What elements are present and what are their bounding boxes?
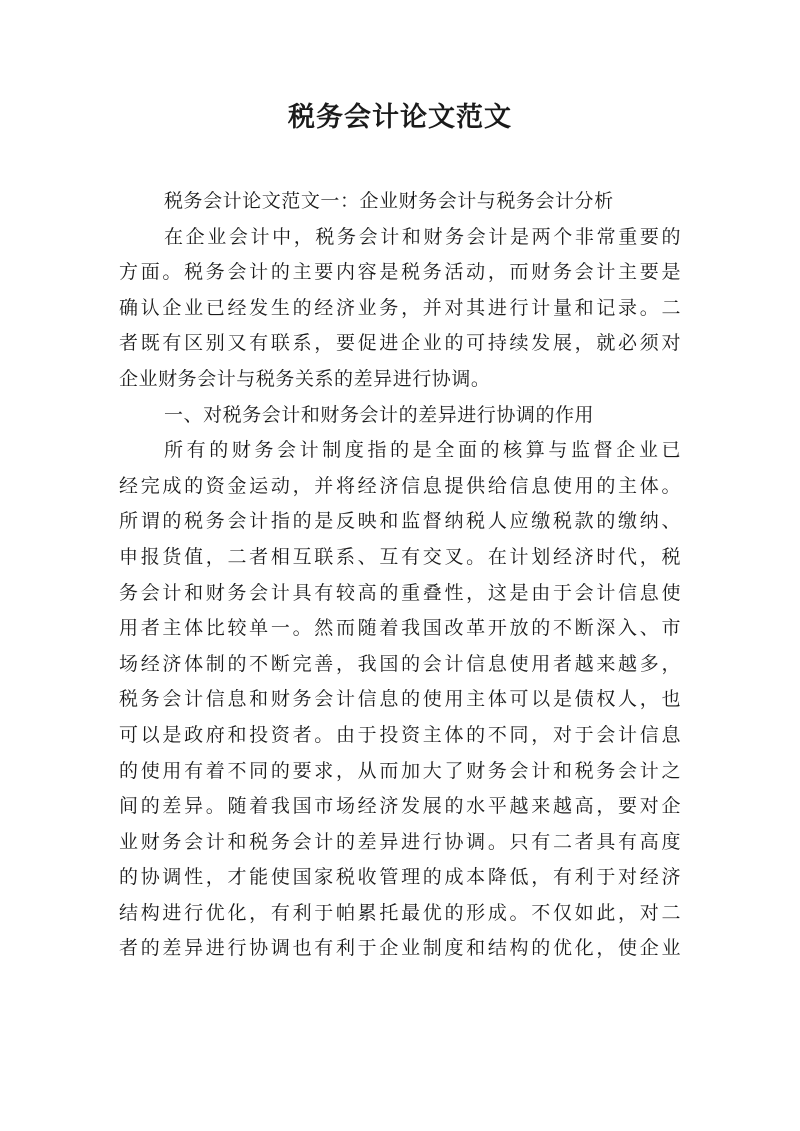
text-line: 税务会计论文范文一：企业财务会计与税务会计分析 (164, 190, 614, 212)
text-line: 方面。税务会计的主要内容是税务活动，而财务会计主要是 (119, 261, 681, 284)
document-title: 税务会计论文范文 (288, 102, 512, 133)
text-line: 所谓的税务会计指的是反映和监督纳税人应缴税款的缴纳、 (119, 510, 681, 533)
text-line: 经完成的资金运动，并将经济信息提供给信息使用的主体。 (119, 474, 681, 497)
text-line: 场经济体制的不断完善，我国的会计信息使用者越来越多， (119, 652, 681, 675)
text-line: 确认企业已经发生的经济业务，并对其进行计量和记录。二 (119, 296, 681, 319)
text-line: 者的差异进行协调也有利于企业制度和结构的优化，使企业 (119, 937, 681, 960)
text-line: 税务会计信息和财务会计信息的使用主体可以是债权人，也 (119, 688, 681, 711)
text-line: 一、对税务会计和财务会计的差异进行协调的作用 (164, 403, 595, 426)
text-line: 用者主体比较单一。然而随着我国改革开放的不断深入、市 (119, 617, 681, 640)
text-line: 的协调性，才能使国家税收管理的成本降低，有利于对经济 (119, 866, 681, 889)
text-line: 企业财务会计与税务关系的差异进行协调。 (119, 367, 491, 390)
text-line: 结构进行优化，有利于帕累托最优的形成。不仅如此，对二 (119, 901, 681, 924)
text-line: 务会计和财务会计具有较高的重叠性，这是由于会计信息使 (119, 581, 681, 604)
text-line: 可以是政府和投资者。由于投资主体的不同，对于会计信息 (119, 723, 681, 746)
text-line: 间的差异。随着我国市场经济发展的水平越来越高，要对企 (119, 795, 681, 818)
text-line: 申报货值，二者相互联系、互有交叉。在计划经济时代，税 (119, 545, 681, 568)
text-line: 的使用有着不同的要求，从而加大了财务会计和税务会计之 (119, 759, 681, 782)
text-line: 业财务会计和税务会计的差异进行协调。只有二者具有高度 (119, 830, 681, 853)
text-line: 在企业会计中，税务会计和财务会计是两个非常重要的 (164, 225, 681, 248)
document-body (119, 184, 681, 967)
text-line: 所有的财务会计制度指的是全面的核算与监督企业已 (164, 439, 681, 462)
text-line: 者既有区别又有联系，要促进企业的可持续发展，就必须对 (119, 332, 681, 355)
